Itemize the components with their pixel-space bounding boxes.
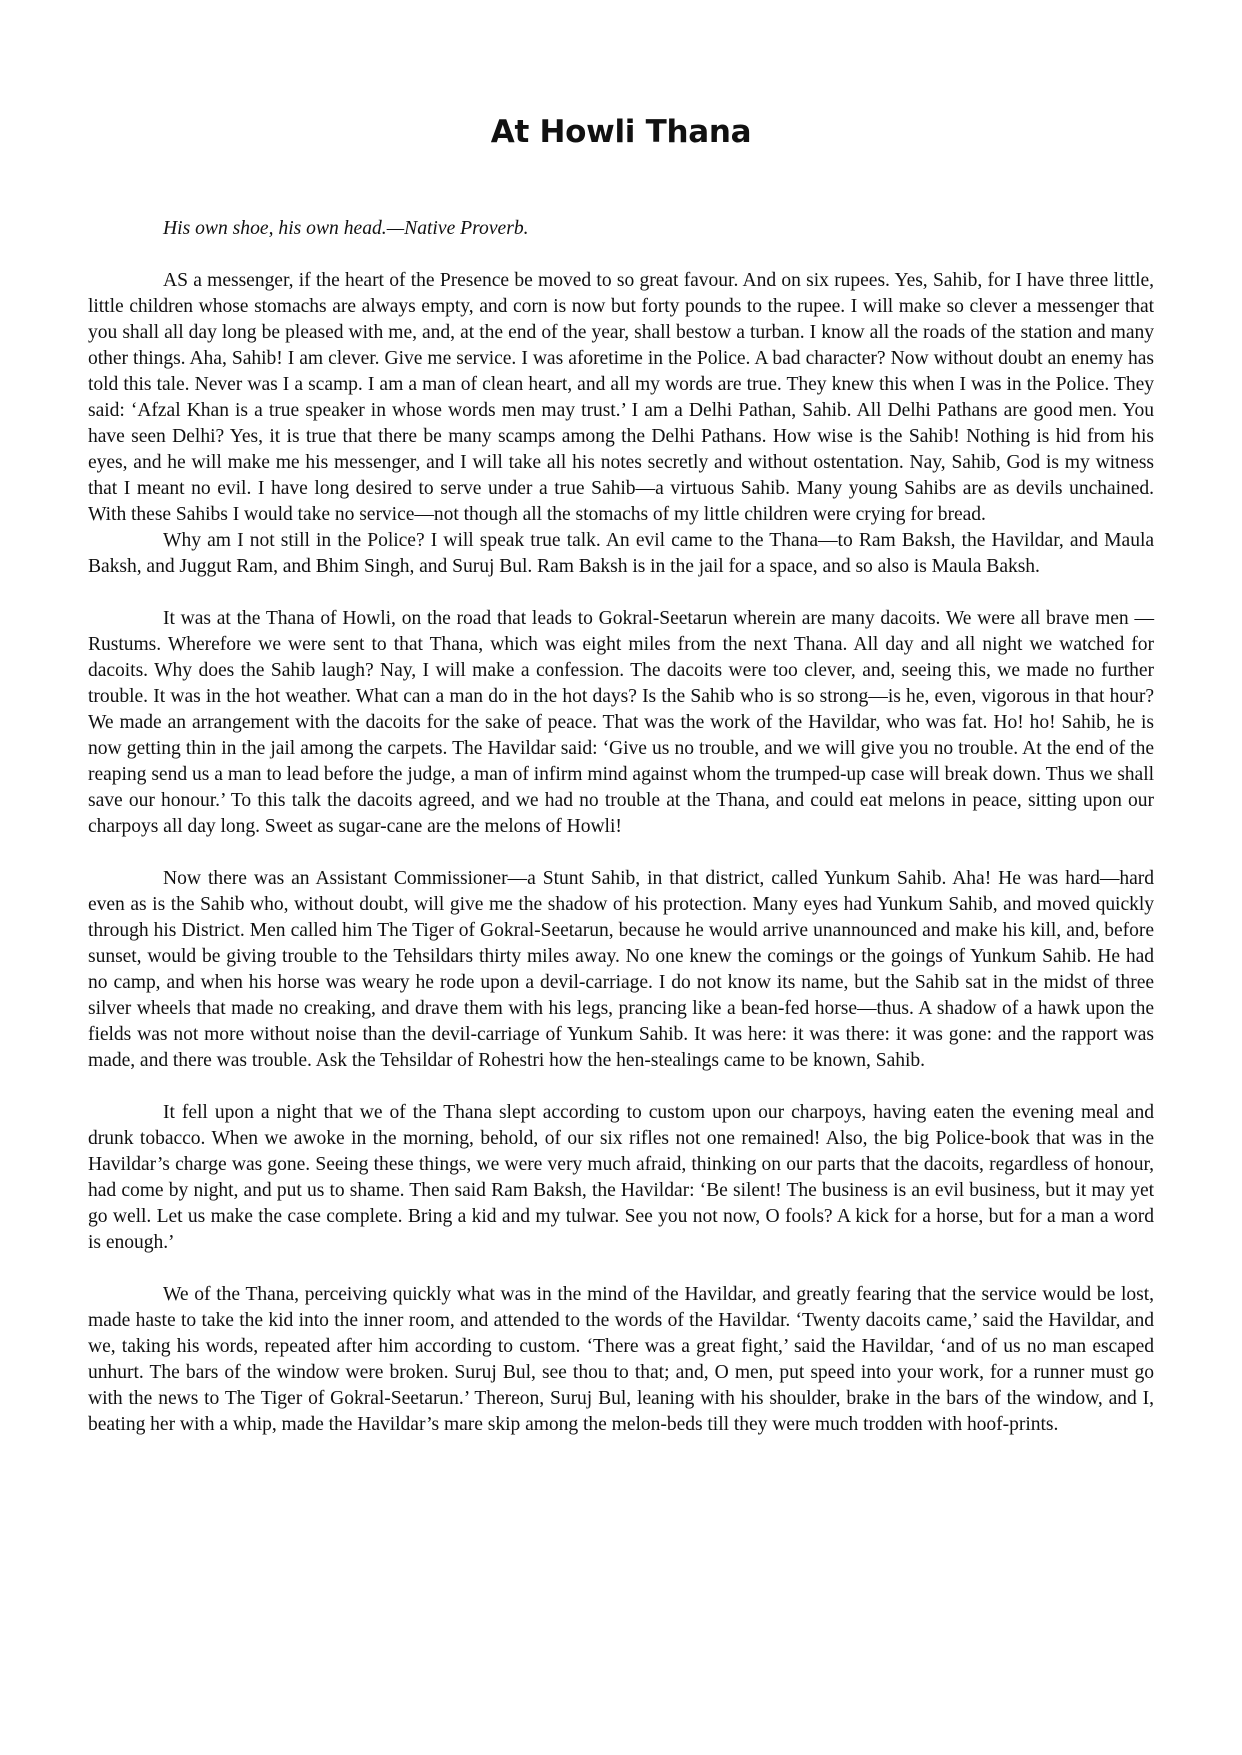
paragraph: It was at the Thana of Howli, on the road that leads to Gokral-Seetarun wherein are many dacoits. We were all brave men — Rustums. Wherefore we were sent to that Thana, which was eight miles from the next Thana. All day and all night we watched for dacoits. Why does the Sahib laugh? Nay, I will make a confession. The dacoits were too clever, and, seeing this, we made no further trouble. It was in the hot weather. What can a man do in the hot days? Is the Sahib who is so strong—is he, even, vigorous in that hour? We made an arrangement with the dacoits for the sake of peace. That was the work of the Havildar, who was fat. Ho! ho! Sahib, he is now getting thin in the jail among the carpets. The Havildar said: ‘Give us no trouble, and we will give you no trouble. At the end of the reaping send us a man to lead before the judge, a man of infirm mind against whom the trumped-up case will break down. Thus we shall save our honour.’ To this talk the dacoits agreed, and we had no trouble at the Thana, and could eat melons in peace, sitting upon our charpoys all day long. Sweet as sugar-cane are the melons of Howli! [88, 608, 1154, 837]
page-title: At Howli Thana [490, 114, 752, 150]
body-text [88, 268, 1154, 1438]
epigraph: His own shoe, his own head.—Native Proverb. [163, 218, 529, 239]
paragraph: Now there was an Assistant Commissioner—a Stunt Sahib, in that district, called Yunkum Sahib. Aha! He was hard—hard even as is the Sahib who, without doubt, will give me the shadow of his protection. Many eyes had Yunkum Sahib, and moved quickly through his District. Men called him The Tiger of Gokral-Seetarun, because he would arrive unannounced and make his kill, and, before sunset, would be giving trouble to the Tehsildars thirty miles away. No one knew the comings or the goings of Yunkum Sahib. He had no camp, and when his horse was weary he rode upon a devil-carriage. I do not know its name, but the Sahib sat in the midst of three silver wheels that made no creaking, and drave them with his legs, prancing like a bean-fed horse—thus. A shadow of a hawk upon the fields was not more without noise than the devil-carriage of Yunkum Sahib. It was here: it was there: it was gone: and the rapport was made, and there was trouble. Ask the Tehsildar of Rohestri how the hen-stealings came to be known, Sahib. [88, 868, 1154, 1071]
paragraph: AS a messenger, if the heart of the Presence be moved to so great favour. And on six rupees. Yes, Sahib, for I have three little, little children whose stomachs are always empty, and corn is now but forty pounds to the rupee. I will make so clever a messenger that you shall all day long be pleased with me, and, at the end of the year, shall bestow a turban. I know all the roads of the station and many other things. Aha, Sahib! I am clever. Give me service. I was aforetime in the Police. A bad character? Now without doubt an enemy has told this tale. Never was I a scamp. I am a man of clean heart, and all my words are true. They knew this when I was in the Police. They said: ‘Afzal Khan is a true speaker in whose words men may trust.’ I am a Delhi Pathan, Sahib. All Delhi Pathans are good men. You have seen Delhi? Yes, it is true that there be many scamps among the Delhi Pathans. How wise is the Sahib! Nothing is hid from his eyes, and he will make me his messenger, and I will take all his notes secretly and without ostentation. Nay, Sahib, God is my witness that I meant no evil. I have long desired to serve under a true Sahib—a virtuous Sahib. Many young Sahibs are as devils unchained. With these Sahibs I would take no service—not though all the stomachs of my little children were crying for bread. [88, 270, 1154, 525]
paragraph: We of the Thana, perceiving quickly what was in the mind of the Havildar, and greatly fearing that the service would be lost, made haste to take the kid into the inner room, and attended to the words of the Havildar. ‘Twenty dacoits came,’ said the Havildar, and we, taking his words, repeated after him according to custom. ‘There was a great fight,’ said the Havildar, ‘and of us no man escaped unhurt. The bars of the window were broken. Suruj Bul, see thou to that; and, O men, put speed into your work, for a runner must go with the news to The Tiger of Gokral-Seetarun.’ Thereon, Suruj Bul, leaning with his shoulder, brake in the bars of the window, and I, beating her with a whip, made the Havildar’s mare skip among the melon-beds till they were much trodden with hoof-prints. [88, 1284, 1154, 1435]
paragraph: Why am I not still in the Police? I will speak true talk. An evil came to the Thana—to Ram Baksh, the Havildar, and Maula Baksh, and Juggut Ram, and Bhim Singh, and Suruj Bul. Ram Baksh is in the jail for a space, and so also is Maula Baksh. [88, 530, 1154, 577]
paragraph: It fell upon a night that we of the Thana slept according to custom upon our charpoys, having eaten the evening meal and drunk tobacco. When we awoke in the morning, behold, of our six rifles not one remained! Also, the big Police-book that was in the Havildar’s charge was gone. Seeing these things, we were very much afraid, thinking on our parts that the dacoits, regardless of honour, had come by night, and put us to shame. Then said Ram Baksh, the Havildar: ‘Be silent! The business is an evil business, but it may yet go well. Let us make the case complete. Bring a kid and my tulwar. See you not now, O fools? A kick for a horse, but for a man a word is enough.’ [88, 1102, 1154, 1253]
